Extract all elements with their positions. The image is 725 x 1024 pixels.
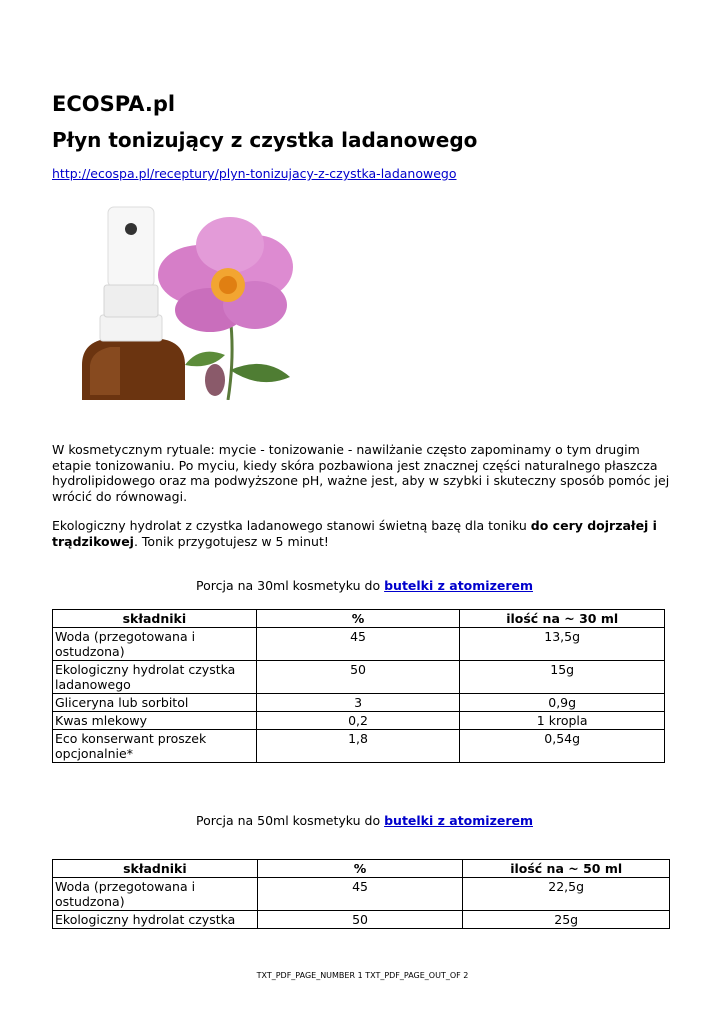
table-row: Woda (przegotowana i ostudzona) 45 22,5g — [53, 878, 670, 911]
table-header-row — [53, 860, 670, 878]
ingredients-table-30ml — [52, 609, 665, 763]
source-url-link[interactable]: http://ecospa.pl/receptury/plyn-tonizujacy-z-czystka-ladanowego — [52, 166, 457, 181]
product-photo — [80, 205, 295, 400]
leaf — [230, 364, 290, 382]
page-footer: TXT_PDF_PAGE_NUMBER 1 TXT_PDF_PAGE_OUT_OF 2 — [256, 971, 469, 980]
flower — [158, 217, 293, 332]
table-row: Kwas mlekowy 0,2 1 kropla — [53, 712, 665, 730]
col-amount: ilość na ~ 30 ml — [460, 610, 665, 628]
col-percent: % — [257, 860, 463, 878]
col-percent: % — [256, 610, 460, 628]
col-ingredients: składniki — [53, 860, 258, 878]
site-title: ECOSPA.pl — [52, 92, 176, 116]
atomizer-bottle-link[interactable]: butelki z atomizerem — [384, 578, 533, 593]
skin-type-emphasis: do cery dojrzałej i trądzikowej — [52, 518, 657, 549]
ingredients-table-50ml — [52, 859, 670, 929]
table-row: Ekologiczny hydrolat czystka 50 25g — [53, 911, 670, 929]
intro-paragraph: W kosmetycznym rytuale: mycie - tonizowanie - nawilżanie często zapominamy o tym drugim etapie tonizowaniu. Po myciu, kiedy skóra pozbawiona jest znacznej części naturalnego płaszcza hydrolipidowego oraz ma podwyższone pH, ważne jest, aby w szybki i skuteczny sposób pomóc jej wrócić do równowagi. — [52, 442, 670, 504]
spray-nozzle — [108, 207, 154, 287]
portion-30ml-caption: Porcja na 30ml kosmetyku do butelki z atomizerem — [196, 578, 533, 593]
portion-50ml-caption: Porcja na 50ml kosmetyku do butelki z atomizerem — [196, 813, 533, 828]
table-row: Woda (przegotowana i ostudzona) 45 13,5g — [53, 628, 665, 661]
table-row: Ekologiczny hydrolat czystka ladanowego 50 15g — [53, 661, 665, 694]
page-title: Płyn tonizujący z czystka ladanowego — [52, 128, 478, 152]
col-ingredients: składniki — [53, 610, 257, 628]
atomizer-bottle-link[interactable]: butelki z atomizerem — [384, 813, 533, 828]
table-header-row — [53, 610, 665, 628]
col-amount: ilość na ~ 50 ml — [463, 860, 670, 878]
table-row: Eco konserwant proszek opcjonalnie* 1,8 0,54g — [53, 730, 665, 763]
hydrolat-paragraph: Ekologiczny hydrolat z czystka ladanowego stanowi świetną bazę dla toniku do cery dojrzałej i trądzikowej. Tonik przygotujesz w 5 minut! — [52, 518, 657, 549]
bottle-collar — [100, 315, 162, 341]
table-row: Gliceryna lub sorbitol 3 0,9g — [53, 694, 665, 712]
